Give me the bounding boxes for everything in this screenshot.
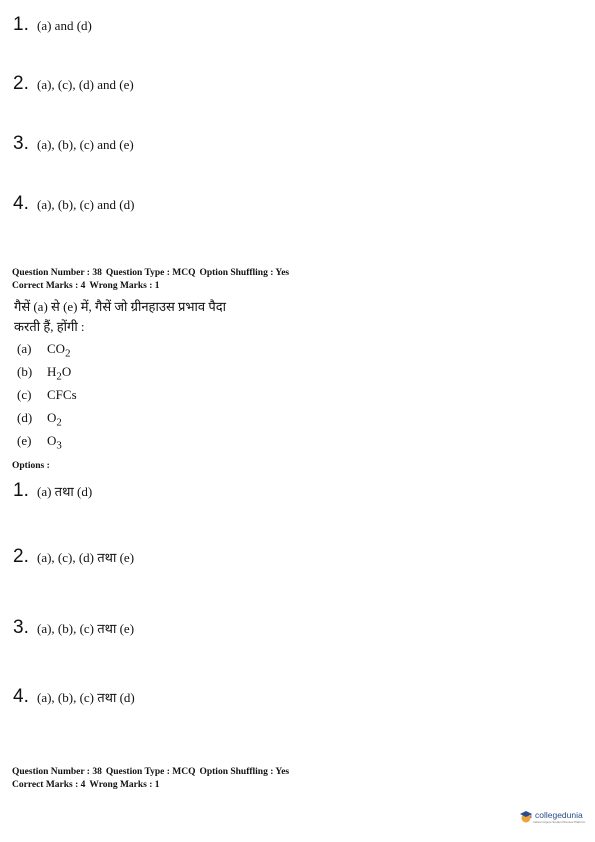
option-text: (a) तथा (d) xyxy=(37,484,93,499)
question-type: Question Type : MCQ xyxy=(105,767,196,777)
option-shuffling: Option Shuffling : Yes xyxy=(199,268,290,278)
option-3 xyxy=(13,133,134,155)
gas-item-a xyxy=(17,341,77,364)
gas-item-c xyxy=(17,387,77,410)
option-shuffling: Option Shuffling : Yes xyxy=(199,767,290,777)
option-text: (a), (c), (d) तथा (e) xyxy=(37,550,135,565)
option-1 xyxy=(13,14,92,36)
correct-marks: Correct Marks : 4 xyxy=(12,780,86,790)
gas-item-d xyxy=(17,410,77,433)
gas-item-b xyxy=(17,364,77,387)
item-formula: CFCs xyxy=(47,387,77,402)
hi-option-1 xyxy=(13,480,92,502)
question-stem xyxy=(14,297,314,337)
logo-tagline: India's largest Student Review Platform xyxy=(533,820,586,824)
hi-option-4 xyxy=(13,686,135,708)
stem-line-2: करती हैं, होंगी : xyxy=(14,319,85,334)
question-meta-line-2 xyxy=(12,280,293,293)
next-question-meta xyxy=(12,766,293,792)
correct-marks: Correct Marks : 4 xyxy=(12,281,86,291)
option-number: 3. xyxy=(13,133,29,154)
item-formula: $CO_2$ xyxy=(47,341,71,360)
hi-option-2 xyxy=(13,546,134,568)
option-text: (a) and (d) xyxy=(37,18,92,33)
stem-line-1: गैसें (a) से (e) में, गैसें जो ग्रीनहाउस प्रभाव पैदा xyxy=(14,299,227,314)
item-formula: $O_2$ xyxy=(47,410,62,429)
option-text: (a), (b), (c) and (e) xyxy=(37,137,134,152)
option-text: (a), (c), (d) and (e) xyxy=(37,77,134,92)
option-number: 1. xyxy=(13,14,29,35)
gas-list xyxy=(17,341,77,456)
option-number: 1. xyxy=(13,480,29,501)
graduation-cap-icon xyxy=(519,809,533,825)
option-text: (a), (b), (c) तथा (d) xyxy=(37,690,135,705)
option-text: (a), (b), (c) तथा (e) xyxy=(37,621,135,636)
question-number: Question Number : 38 xyxy=(12,767,102,777)
question-number: Question Number : 38 xyxy=(12,268,102,278)
question-meta xyxy=(12,267,293,293)
option-text: (a), (b), (c) and (d) xyxy=(37,197,135,212)
option-2 xyxy=(13,73,134,95)
option-number: 2. xyxy=(13,546,29,567)
item-label: (b) xyxy=(17,364,33,379)
collegedunia-logo xyxy=(519,809,585,825)
option-4 xyxy=(13,193,134,215)
question-type: Question Type : MCQ xyxy=(105,268,196,278)
option-number: 3. xyxy=(13,617,29,638)
wrong-marks: Wrong Marks : 1 xyxy=(89,281,160,291)
question-meta-line-1 xyxy=(12,267,293,280)
item-label: (e) xyxy=(17,433,32,448)
item-formula: $O_3$ xyxy=(47,433,62,452)
logo-brand: collegedunia xyxy=(535,810,583,820)
wrong-marks: Wrong Marks : 1 xyxy=(89,780,160,790)
gas-item-e xyxy=(17,433,77,456)
question-meta-line-2 xyxy=(12,779,293,792)
option-number: 2. xyxy=(13,73,29,94)
item-label: (c) xyxy=(17,387,32,402)
hi-option-3 xyxy=(13,617,134,639)
question-meta-line-1 xyxy=(12,766,293,779)
options-label: Options : xyxy=(12,461,50,471)
option-number: 4. xyxy=(13,686,29,707)
option-number: 4. xyxy=(13,193,29,214)
item-label: (d) xyxy=(17,410,33,425)
item-label: (a) xyxy=(17,341,32,356)
item-formula: $H_2O$ xyxy=(47,364,72,383)
